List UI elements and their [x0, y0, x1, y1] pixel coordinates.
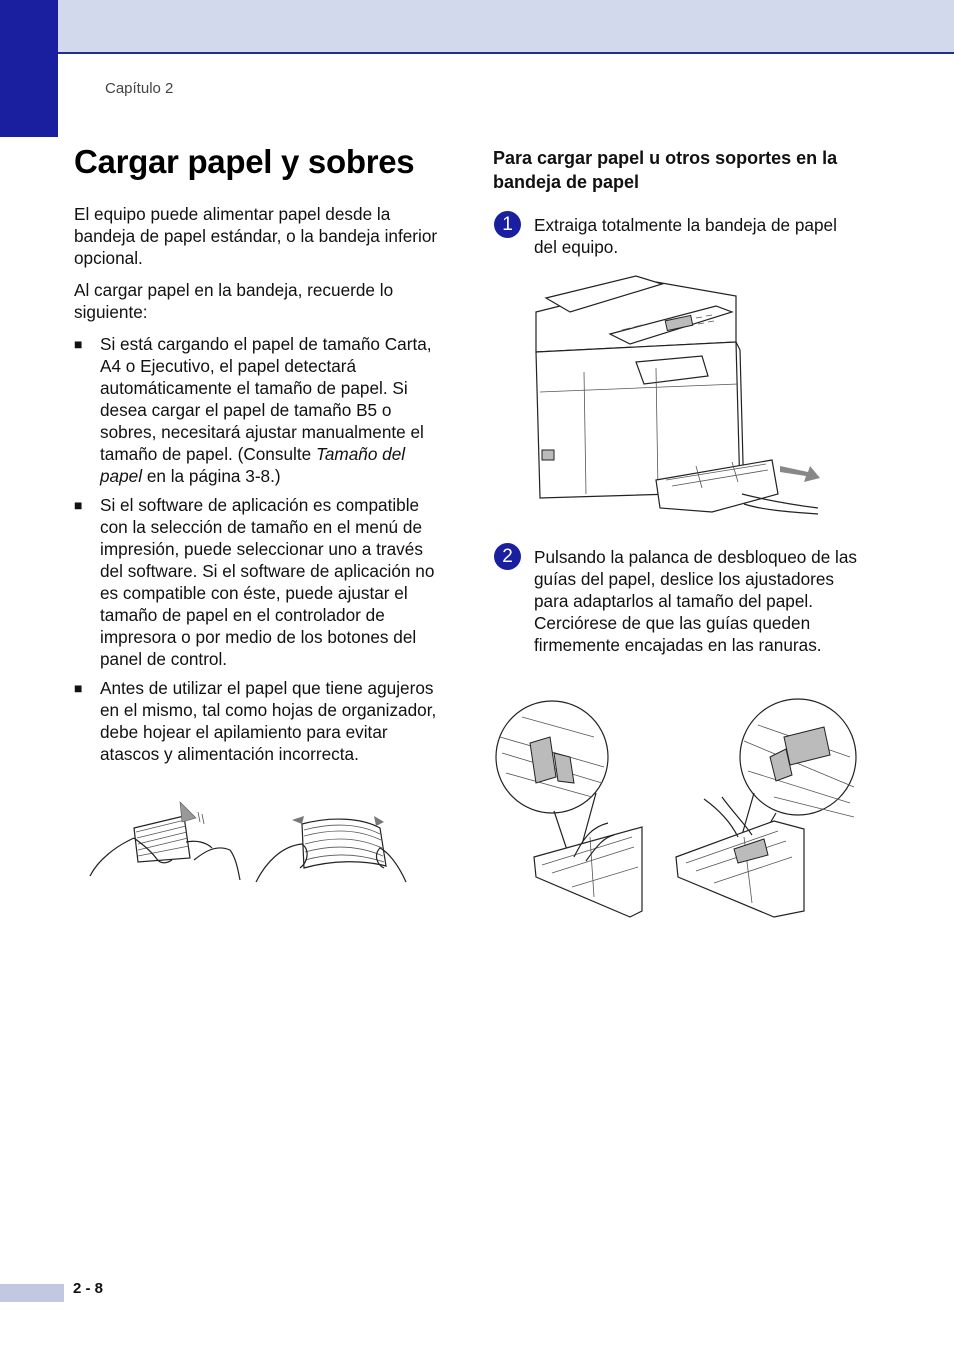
- bullet-item: [74, 333, 446, 487]
- bullet-item: [74, 677, 446, 787]
- step-text: Pulsando la palanca de desbloqueo de las guías del papel, deslice los ajustadores para adaptarlos al tamaño del papel. Cerciórese de que las guías queden firmemente encajadas en las ranuras.: [534, 547, 857, 655]
- bullet-text: Antes de utilizar el papel que tiene agujeros en el mismo, tal como hojas de organizador, debe hojear el apilamiento para evitar atascos y alimentación incorrecta.: [100, 678, 437, 764]
- fan-paper-stack-illustration: [86, 798, 246, 892]
- intro-paragraph-2: Al cargar papel en la bandeja, recuerde lo siguiente:: [74, 280, 394, 322]
- bullet-text-part: en la página 3-8.): [142, 466, 281, 486]
- side-guide-adjust-illustration: [492, 697, 644, 923]
- step-text: Extraiga totalmente la bandeja de papel del equipo.: [534, 215, 837, 257]
- bullet-text-part: Si está cargando el papel de tamaño Carta, A4 o Ejecutivo, el papel detectará automáticamente el tamaño de papel. Si desea cargar el papel de tamaño B5 o sobres, necesitará ajustar manualmente el tamaño de papel. (Consulte: [100, 334, 432, 464]
- bullet-square-icon: ■: [74, 680, 83, 696]
- printer-tray-removal-illustration: [526, 272, 822, 520]
- step-number-badge: 2: [494, 543, 521, 570]
- chapter-label: Capítulo 2: [105, 80, 174, 97]
- header-band: [0, 0, 954, 54]
- cross-reference-italic: Tamaño del papel: [100, 444, 406, 486]
- page-number: 2 - 8: [73, 1280, 104, 1297]
- bullet-text: [100, 333, 446, 487]
- section-heading: Para cargar papel u otros soportes en la bandeja de papel: [493, 148, 838, 192]
- page-title: Cargar papel y sobres: [74, 143, 415, 180]
- bullet-square-icon: ■: [74, 497, 83, 513]
- chapter-tab: [0, 0, 58, 137]
- bullet-item: [74, 494, 446, 670]
- footer-band: [0, 1284, 64, 1302]
- flexed-paper-stack-illustration: [252, 810, 412, 892]
- intro-paragraph-1: El equipo puede alimentar papel desde la bandeja de papel estándar, o la bandeja inferior opcional.: [74, 204, 438, 268]
- step-number-badge: 1: [494, 211, 521, 238]
- bullet-square-icon: ■: [74, 336, 83, 352]
- bullet-text: Si el software de aplicación es compatible con la selección de tamaño en el menú de impresión, puede seleccionar uno a través del software. Si el software de aplicación no es compatible con éste, puede ajustar el tamaño de papel en el controlador de impresora o por medio de los botones del panel de control.: [100, 495, 435, 669]
- rear-guide-adjust-illustration: [674, 697, 860, 923]
